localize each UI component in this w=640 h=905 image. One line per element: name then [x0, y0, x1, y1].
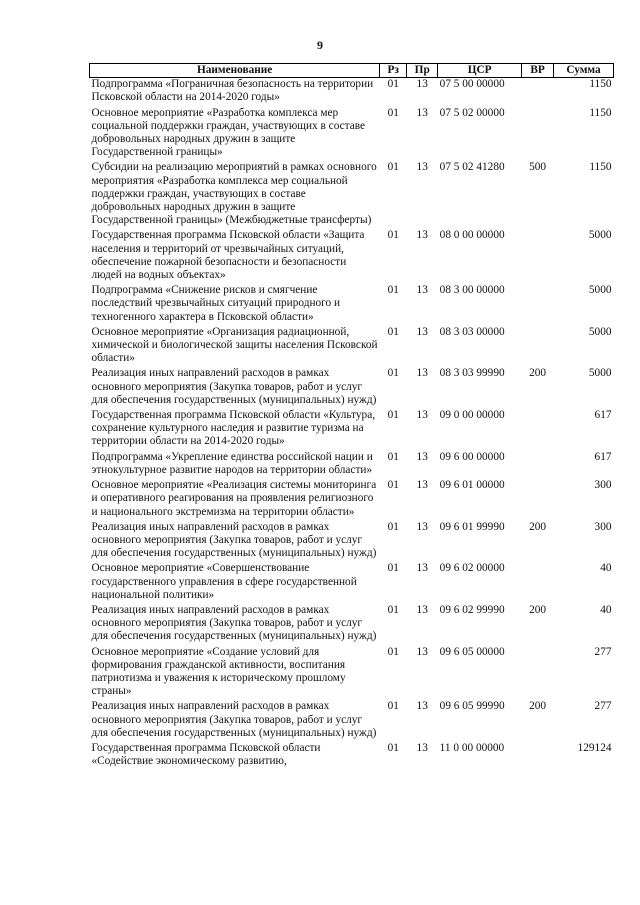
row-sum: 617	[594, 409, 612, 422]
row-csr: 08 3 03 00000	[439, 325, 505, 338]
row-vr	[522, 646, 554, 701]
row-rz: 01	[387, 645, 399, 658]
row-sum: 5000	[588, 284, 612, 297]
row-name: Реализация иных направлений расходов в рамках основного мероприятия (Закупка товаров, работ и услуг для обеспечения государственных (муниципальных) нужд)	[91, 520, 377, 560]
row-name: Основное мероприятие «Разработка комплекса мер социальной поддержки граждан, участвующих в составе добровольных народных дружин в защите Государственной границы»	[91, 106, 366, 159]
row-name: Основное мероприятие «Организация радиационной, химической и биологической защиты населения Псковской области»	[91, 325, 378, 365]
table-row	[90, 284, 614, 326]
row-sum: 617	[594, 450, 612, 463]
header-rz: Рз	[380, 64, 407, 78]
row-pr: 13	[416, 645, 428, 658]
row-vr	[522, 326, 554, 368]
table-row	[90, 409, 614, 451]
table-row	[90, 521, 614, 563]
row-vr	[522, 107, 554, 162]
row-rz: 01	[387, 284, 399, 297]
row-csr: 09 6 01 00000	[439, 479, 505, 492]
row-name: Основное мероприятие «Совершенствование государственного управления в сфере государственной национальной политики»	[91, 562, 357, 601]
header-vr: ВР	[522, 64, 554, 78]
row-rz: 01	[387, 450, 399, 463]
row-rz: 01	[387, 562, 399, 575]
row-name: Государственная программа Псковской области «Защита населения и территорий от чрезвычайных ситуаций, обеспечение пожарной безопасности и безопасности людей на водных объектах»	[91, 229, 365, 282]
row-name: Субсидии на реализацию мероприятий в рамках основного мероприятия «Разработка комплекса мер социальной поддержки граждан, участвующих в составе добровольных народных дружин в защите Государственной границы» (Межбюджетные трансферты)	[91, 161, 377, 227]
row-sum: 129124	[577, 741, 612, 754]
row-rz: 01	[387, 409, 399, 422]
row-csr: 08 0 00 00000	[439, 229, 505, 242]
row-pr: 13	[416, 520, 428, 533]
table-row	[90, 479, 614, 521]
row-vr	[522, 284, 554, 326]
table-header-row	[90, 64, 614, 78]
table-row	[90, 107, 614, 162]
row-rz: 01	[387, 325, 399, 338]
budget-table	[89, 63, 614, 770]
row-name: Подпрограмма «Снижение рисков и смягчение последствий чрезвычайных ситуаций природного и техногенного характера в Псковской области»	[91, 284, 341, 323]
row-pr: 13	[416, 367, 428, 380]
row-csr: 08 3 03 99990	[439, 367, 505, 380]
row-pr: 13	[416, 479, 428, 492]
row-pr: 13	[416, 741, 428, 754]
row-sum: 277	[594, 645, 612, 658]
row-name: Основное мероприятие «Реализация системы мониторинга и оперативного реагирования на проявления религиозного и национального экстремизма на территории области»	[91, 479, 377, 518]
row-pr: 13	[416, 409, 428, 422]
row-vr: 500	[529, 161, 547, 174]
row-vr: 200	[529, 603, 547, 616]
row-name: Подпрограмма «Укрепление единства российской нации и этнокультурное развитие народов на территории области»	[91, 450, 373, 476]
row-sum: 5000	[588, 229, 612, 242]
row-pr: 13	[416, 450, 428, 463]
table-row	[90, 700, 614, 742]
row-rz: 01	[387, 161, 399, 174]
row-sum: 277	[594, 700, 612, 713]
row-pr: 13	[416, 700, 428, 713]
row-vr	[522, 78, 554, 107]
header-pr: Пр	[407, 64, 438, 78]
table-row	[90, 451, 614, 479]
row-sum: 40	[600, 562, 612, 575]
row-csr: 11 0 00 00000	[439, 741, 505, 754]
table-row	[90, 326, 614, 368]
row-pr: 13	[416, 603, 428, 616]
row-name: Реализация иных направлений расходов в рамках основного мероприятия (Закупка товаров, работ и услуг для обеспечения государственных (муниципальных) нужд)	[91, 700, 377, 739]
row-pr: 13	[416, 284, 428, 297]
row-name: Подпрограмма «Пограничная безопасность на территории Псковской области на 2014-2020 годы»	[91, 78, 374, 104]
row-pr: 13	[416, 161, 428, 174]
row-csr: 07 5 02 41280	[439, 161, 505, 174]
row-csr: 07 5 02 00000	[439, 106, 505, 119]
row-sum: 1150	[589, 161, 612, 174]
table-row	[90, 646, 614, 701]
row-name: Государственная программа Псковской области «Культура, сохранение культурного наследия и развитие туризма на территории области на 2014-2020 годы»	[91, 409, 376, 448]
row-vr: 200	[529, 700, 547, 713]
row-vr	[522, 479, 554, 521]
row-csr: 09 6 02 99990	[439, 603, 505, 616]
row-sum: 300	[594, 520, 612, 533]
row-sum: 5000	[588, 325, 612, 338]
row-name: Реализация иных направлений расходов в рамках основного мероприятия (Закупка товаров, работ и услуг для обеспечения государственных (муниципальных) нужд)	[91, 367, 377, 406]
table-row	[90, 78, 614, 107]
row-rz: 01	[387, 367, 399, 380]
row-rz: 01	[387, 603, 399, 616]
row-vr	[522, 409, 554, 451]
row-pr: 13	[416, 325, 428, 338]
row-sum: 5000	[588, 367, 612, 380]
table-row	[90, 562, 614, 604]
row-sum: 40	[600, 603, 612, 616]
header-sum: Сумма	[554, 64, 614, 78]
row-rz: 01	[387, 520, 399, 533]
row-pr: 13	[416, 106, 428, 119]
row-name: Государственная программа Псковской области «Содействие экономическому развитию,	[91, 741, 321, 768]
table-row	[90, 229, 614, 284]
page-number: 9	[317, 38, 323, 52]
row-csr: 09 6 05 99990	[439, 700, 505, 713]
row-csr: 09 6 05 00000	[439, 645, 505, 658]
table-row	[90, 161, 614, 229]
row-vr	[522, 229, 554, 284]
row-rz: 01	[387, 229, 399, 242]
row-pr: 13	[416, 78, 428, 91]
row-csr: 08 3 00 00000	[439, 284, 505, 297]
row-sum: 300	[594, 479, 612, 492]
row-vr: 200	[529, 520, 547, 533]
row-csr: 09 6 01 99990	[439, 520, 505, 533]
row-csr: 09 6 00 00000	[439, 450, 505, 463]
row-csr: 09 6 02 00000	[439, 562, 505, 575]
row-pr: 13	[416, 229, 428, 242]
table-row	[90, 604, 614, 646]
table-row	[90, 742, 614, 770]
row-vr: 200	[529, 367, 547, 380]
row-rz: 01	[387, 741, 399, 754]
header-csr: ЦСР	[438, 64, 522, 78]
row-vr	[522, 742, 554, 770]
row-vr	[522, 562, 554, 604]
row-rz: 01	[387, 479, 399, 492]
row-rz: 01	[387, 106, 399, 119]
table-row	[90, 367, 614, 409]
row-rz: 01	[387, 78, 399, 91]
row-csr: 07 5 00 00000	[439, 78, 505, 91]
row-rz: 01	[387, 700, 399, 713]
row-sum: 1150	[589, 78, 612, 91]
row-name: Основное мероприятие «Создание условий для формирования гражданской активности, воспитания патриотизма и уважения к историческому прошлому страны»	[91, 645, 346, 698]
header-name: Наименование	[90, 64, 380, 78]
row-csr: 09 0 00 00000	[439, 409, 505, 422]
row-pr: 13	[416, 562, 428, 575]
row-vr	[522, 451, 554, 479]
row-sum: 1150	[589, 106, 612, 119]
row-name: Реализация иных направлений расходов в рамках основного мероприятия (Закупка товаров, работ и услуг для обеспечения государственных (муниципальных) нужд)	[91, 603, 377, 643]
